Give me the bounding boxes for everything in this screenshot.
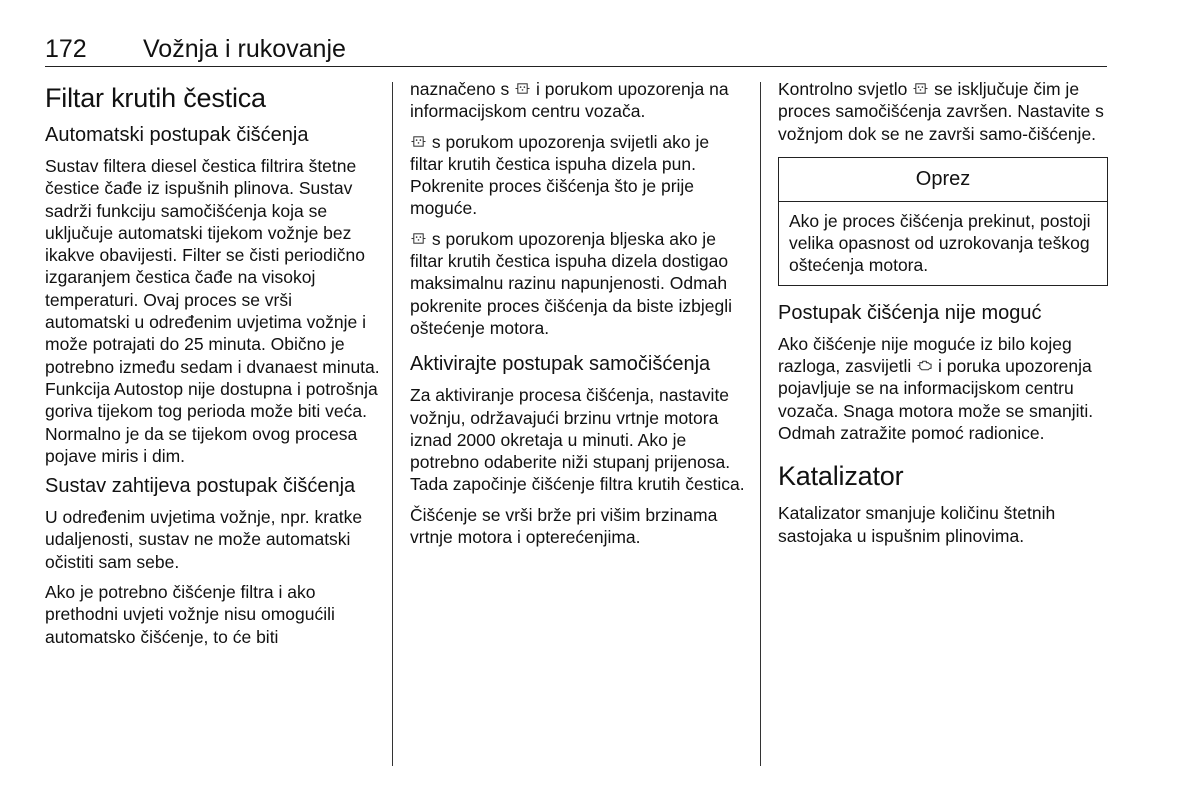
caution-box <box>778 157 1108 286</box>
column-2 <box>410 78 745 556</box>
particle-filter-icon <box>411 231 426 246</box>
section-title-particle-filter: Filtar krutih čestica <box>45 83 266 113</box>
text: Kontrolno svjetlo <box>778 79 908 99</box>
section-title-catalyst: Katalizator <box>778 461 904 492</box>
paragraph-indicator-off <box>778 78 1108 145</box>
paragraph-indicator-intro <box>410 78 745 123</box>
text: s porukom upozorenja svijetli ako je filtar krutih čestica ispuha dizela pun. Pokrenite proces čišćenja što je prije moguće. <box>410 131 710 219</box>
paragraph-cleaning-required-1: U određenim uvjetima vožnje, npr. kratke udaljenosti, sustav ne može automatski očistiti sam sebe. <box>45 507 363 572</box>
page-header <box>45 32 1107 67</box>
text: i porukom upozorenja na informacijskom centru vozača. <box>410 79 729 122</box>
caution-text: Ako je proces čišćenja prekinut, postoji velika opasnost od uzrokovanja teškog oštećenja motora. <box>789 210 1091 276</box>
paragraph-not-possible <box>778 333 1108 444</box>
text: se isključuje čim je proces samočišćenja završen. Nastavite s vožnjom dok se ne završi samo-čišćenje. <box>778 79 1104 144</box>
heading-cleaning-required: Sustav zahtijeva postupak čišćenja <box>45 475 356 498</box>
caution-body <box>779 202 1107 285</box>
particle-filter-icon <box>515 81 530 96</box>
column-3 <box>778 78 1108 555</box>
paragraph-catalyst: Katalizator smanjuje količinu štetnih sastojaka u ispušnim plinovima. <box>778 503 1056 546</box>
caution-title: Oprez <box>779 158 1107 202</box>
column-1 <box>45 78 380 656</box>
chapter-title: Vožnja i rukovanje <box>143 35 346 63</box>
paragraph-indicator-lit <box>410 131 745 220</box>
column-divider <box>392 82 393 766</box>
paragraph-activate-2: Čišćenje se vrši brže pri višim brzinama vrtnje motora i opterećenjima. <box>410 504 718 548</box>
paragraph-activate-1: Za aktiviranje procesa čišćenja, nastavite vožnju, održavajući brzinu vrtnje motora iznad 2000 okretaja u minuti. Ako je potrebno odaberite niži stupanj prijenosa. Tada započinje čišćenje filtra krutih čestica. <box>410 385 745 495</box>
particle-filter-icon <box>913 81 928 96</box>
page-number: 172 <box>45 35 87 63</box>
paragraph-automatic-cleaning: Sustav filtera diesel čestica filtrira štetne čestice čađe iz ispušnih plinova. Sustav sadrži funkciju samočišćenja koja se uključuje automatski tijekom vožnje bez ikakve obavijesti. Filter se čisti periodično izgaranjem čestica čađe na visokoj temperaturi. Ovaj proces se vrši automatski u određenim uvjetima vožnje i može potrajati do 25 minuta. Obično je potrebno između sedam i dvanaest minuta. Funkcija Autostop nije dostupna i potrošnja goriva tijekom tog perioda može biti veća. Normalno je da se tijekom ovog procesa pojave miris i dim. <box>45 156 380 466</box>
heading-automatic-cleaning: Automatski postupak čišćenja <box>45 124 309 146</box>
engine-check-icon <box>917 358 932 373</box>
text: s porukom upozorenja bljeska ako je filtar krutih čestica ispuha dizela dostigao maksimalnu razinu napunjenosti. Odmah pokrenite proces čišćenja da biste izbjegli oštećenje motora. <box>410 228 732 338</box>
heading-cleaning-not-possible: Postupak čišćenja nije moguć <box>778 301 1042 324</box>
text: naznačeno s <box>410 79 510 99</box>
particle-filter-icon <box>411 134 426 149</box>
paragraph-cleaning-required-2: Ako je potrebno čišćenje filtra i ako prethodni uvjeti vožnje nisu omogućili automatsko čišćenje, to će biti <box>45 582 335 647</box>
heading-activate-cleaning: Aktivirajte postupak samočišćenja <box>410 353 711 376</box>
text: Ako čišćenje nije moguće iz bilo kojeg razloga, zasvijetli <box>778 333 1072 377</box>
paragraph-indicator-flashing <box>410 228 745 339</box>
text: i poruka upozorenja pojavljuje se na informacijskom centru vozača. Snaga motora može se smanjiti. Odmah zatražite pomoć radionice. <box>778 356 1094 443</box>
column-divider <box>760 82 761 766</box>
